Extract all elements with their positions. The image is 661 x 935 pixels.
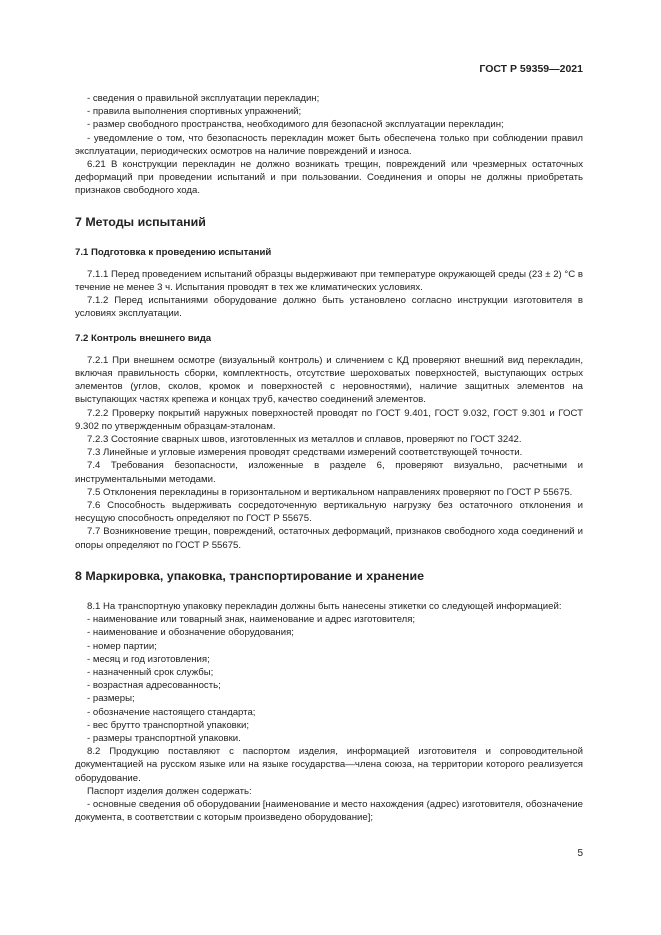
paragraph-7-2-1: 7.2.1 При внешнем осмотре (визуальный контроль) и сличением с КД проверяют внешний вид перекладин, включая правильность сборки, комплектность, отсутствие шероховатых поверхностей, выступающих острых элементов (углов, сколов, кромок и поверхностей с неровностями), наличие защитных элементов на выступающих частях крепежа и концах труб, качество соединений элементов.	[75, 354, 583, 406]
paragraph-7-6: 7.6 Способность выдерживать сосредоточенную вертикальную нагрузку без остаточного отклонения и несущую способность определяют по ГОСТ Р 55675.	[75, 500, 583, 525]
list-item: - размер свободного пространства, необходимого для безопасной эксплуатации перекладин;	[87, 119, 504, 131]
list-item: - размеры;	[87, 693, 135, 705]
page-content	[75, 92, 583, 824]
list-item: - основные сведения об оборудовании [наименование и место нахождения (адрес) изготовителя, обозначение документа, в соответствии с которым произведено оборудование];	[75, 798, 583, 824]
paragraph-7-2-3: 7.2.3 Состояние сварных швов, изготовленных из металлов и сплавов, проверяют по ГОСТ 3242.	[87, 434, 522, 446]
list-item: - уведомление о том, что безопасность перекладин может быть обеспечена только при соблюдении правил эксплуатации, периодических осмотров на наличие повреждений и износа.	[75, 132, 583, 157]
paragraph-passport: Паспорт изделия должен содержать:	[87, 785, 252, 797]
list-item: - сведения о правильной эксплуатации перекладин;	[87, 93, 320, 104]
paragraph-8-1: 8.1 На транспортную упаковку перекладин должны быть нанесены этикетки со следующей информацией:	[87, 600, 562, 612]
list-item: - обозначение настоящего стандарта;	[87, 706, 256, 718]
list-item: - наименование или товарный знак, наименование и адрес изготовителя;	[87, 614, 416, 626]
list-item: - назначенный срок службы;	[87, 666, 214, 678]
paragraph-7-5: 7.5 Отклонения перекладины в горизонтальном и вертикальном направлениях проверяют по ГОСТ Р 55675.	[87, 486, 573, 498]
paragraph-7-7: 7.7 Возникновение трещин, повреждений, остаточных деформаций, признаков свободного хода соединений и опоры определяют по ГОСТ Р 55675.	[75, 526, 583, 551]
paragraph-7-3: 7.3 Линейные и угловые измерения проводят средствами измерений соответствующей точности.	[87, 447, 523, 459]
list-item: - размеры транспортной упаковки.	[87, 732, 241, 744]
section-8-title: 8 Маркировка, упаковка, транспортирование и хранение	[75, 568, 425, 583]
list-item: - месяц и год изготовления;	[87, 653, 210, 665]
list-item: - наименование и обозначение оборудования;	[87, 627, 294, 639]
list-item: - номер партии;	[87, 640, 157, 652]
paragraph-7-2-2: 7.2.2 Проверку покрытий наружных поверхностей проводят по ГОСТ 9.401, ГОСТ 9.032, ГОСТ 9.301 и ГОСТ 9.302 по утвержденным образцам-эталонам.	[75, 407, 583, 432]
paragraph-7-4: 7.4 Требования безопасности, изложенные в разделе 6, проверяют визуально, расчетными и инструментальными методами.	[75, 460, 583, 485]
paragraph-6-21: 6.21 В конструкции перекладин не должно возникать трещин, повреждений или чрезмерных остаточных деформаций при проведении испытаний и при пользовании. Соединения и опоры не должны приобретать признаков свободного хода.	[75, 159, 583, 197]
document-code: ГОСТ Р 59359—2021	[479, 63, 583, 75]
paragraph-7-1-1: 7.1.1 Перед проведением испытаний образцы выдерживают при температуре окружающей среды (23 ± 2) °С в течение не менее 3 ч. Испытания проводят в тех же климатических условиях.	[75, 268, 583, 294]
subsection-7-1-title: 7.1 Подготовка к проведению испытаний	[75, 246, 272, 258]
list-item: - правила выполнения спортивных упражнений;	[87, 106, 302, 118]
page-number: 5	[577, 848, 583, 859]
paragraph-7-1-2: 7.1.2 Перед испытаниями оборудование должно быть установлено согласно инструкции изготовителя в условиях эксплуатации.	[75, 295, 583, 320]
section-7-title: 7 Методы испытаний	[75, 214, 206, 229]
list-item: - возрастная адресованность;	[87, 680, 221, 692]
list-item: - вес брутто транспортной упаковки;	[87, 719, 250, 731]
subsection-7-2-title: 7.2 Контроль внешнего вида	[75, 332, 212, 344]
paragraph-8-2: 8.2 Продукцию поставляют с паспортом изделия, информацией изготовителя и сопроводительной документацией на русском языке или на языке государства—члена союза, на территории которого реализуется оборудование.	[75, 746, 583, 784]
